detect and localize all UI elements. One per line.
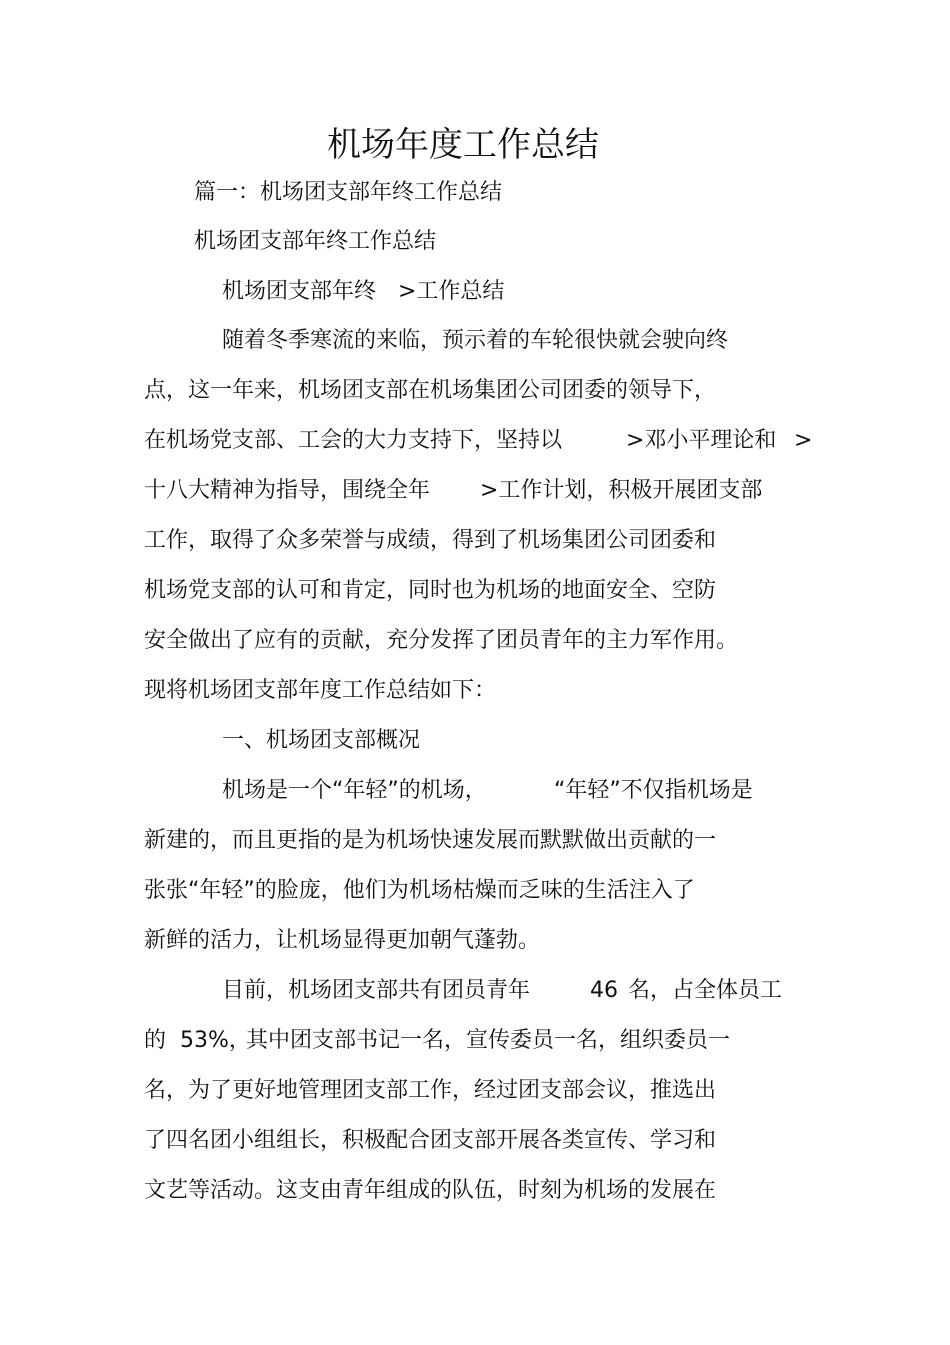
text-segment: 机场是一个“年轻”的机场， xyxy=(222,778,487,803)
text-segment: 了四名团小组组长，积极配合团支部开展各类宣传、学习和 xyxy=(144,1128,717,1153)
text-segment: 张张“年轻”的脸庞，他们为机场枯燥而乏味的生活注入了 xyxy=(144,878,695,903)
text-segment: 名，占全体员工 xyxy=(628,978,783,1003)
text-segment: >工作计划，积极开展团支部 xyxy=(480,478,763,503)
text-segment: > xyxy=(794,428,813,453)
text-segment: 现将机场团支部年度工作总结如下： xyxy=(144,678,497,703)
text-segment: 在机场党支部、工会的大力支持下，坚持以 xyxy=(144,428,563,453)
text-segment: 46 xyxy=(590,978,618,1003)
text-segment: 篇一：机场团支部年终工作总结 xyxy=(194,180,503,205)
text-segment: 机场团支部年终工作总结 xyxy=(194,229,437,254)
text-segment: >工作总结 xyxy=(398,279,505,304)
text-segment: 机场党支部的认可和肯定，同时也为机场的地面安全、空防 xyxy=(144,578,717,603)
text-segment: 随着冬季寒流的来临，预示着的车轮很快就会驶向终 xyxy=(222,328,729,353)
text-segment: 十八大精神为指导，围绕全年 xyxy=(144,478,431,503)
page-title: 机场年度工作总结 xyxy=(327,125,599,165)
text-segment: 新鲜的活力，让机场显得更加朝气蓬勃。 xyxy=(144,928,541,953)
text-segment: “年轻”不仅指机场是 xyxy=(554,778,753,803)
text-segment: 目前，机场团支部共有团员青年 xyxy=(222,978,531,1003)
text-segment: 点，这一年来，机场团支部在机场集团公司团委的领导下， xyxy=(144,378,717,403)
text-segment: 安全做出了应有的贡献，充分发挥了团员青年的主力军作用。 xyxy=(144,628,739,653)
text-segment: 名，为了更好地管理团支部工作，经过团支部会议，推选出 xyxy=(144,1078,717,1103)
text-segment: >邓小平理论和 xyxy=(626,428,777,453)
text-segment: 文艺等活动。这支由青年组成的队伍，时刻为机场的发展在 xyxy=(144,1178,717,1203)
text-segment: 的 xyxy=(144,1028,167,1053)
text-segment: 新建的，而且更指的是为机场快速发展而默默做出贡献的一 xyxy=(144,828,717,853)
text-segment: 机场团支部年终 xyxy=(222,279,377,304)
text-segment: 一、机场团支部概况 xyxy=(222,728,421,753)
text-segment: 工作，取得了众多荣誉与成绩，得到了机场集团公司团委和 xyxy=(144,528,717,553)
text-segment: 其中团支部书记一名，宣传委员一名，组织委员一 xyxy=(246,1028,731,1053)
text-segment: 53%， xyxy=(180,1028,251,1053)
